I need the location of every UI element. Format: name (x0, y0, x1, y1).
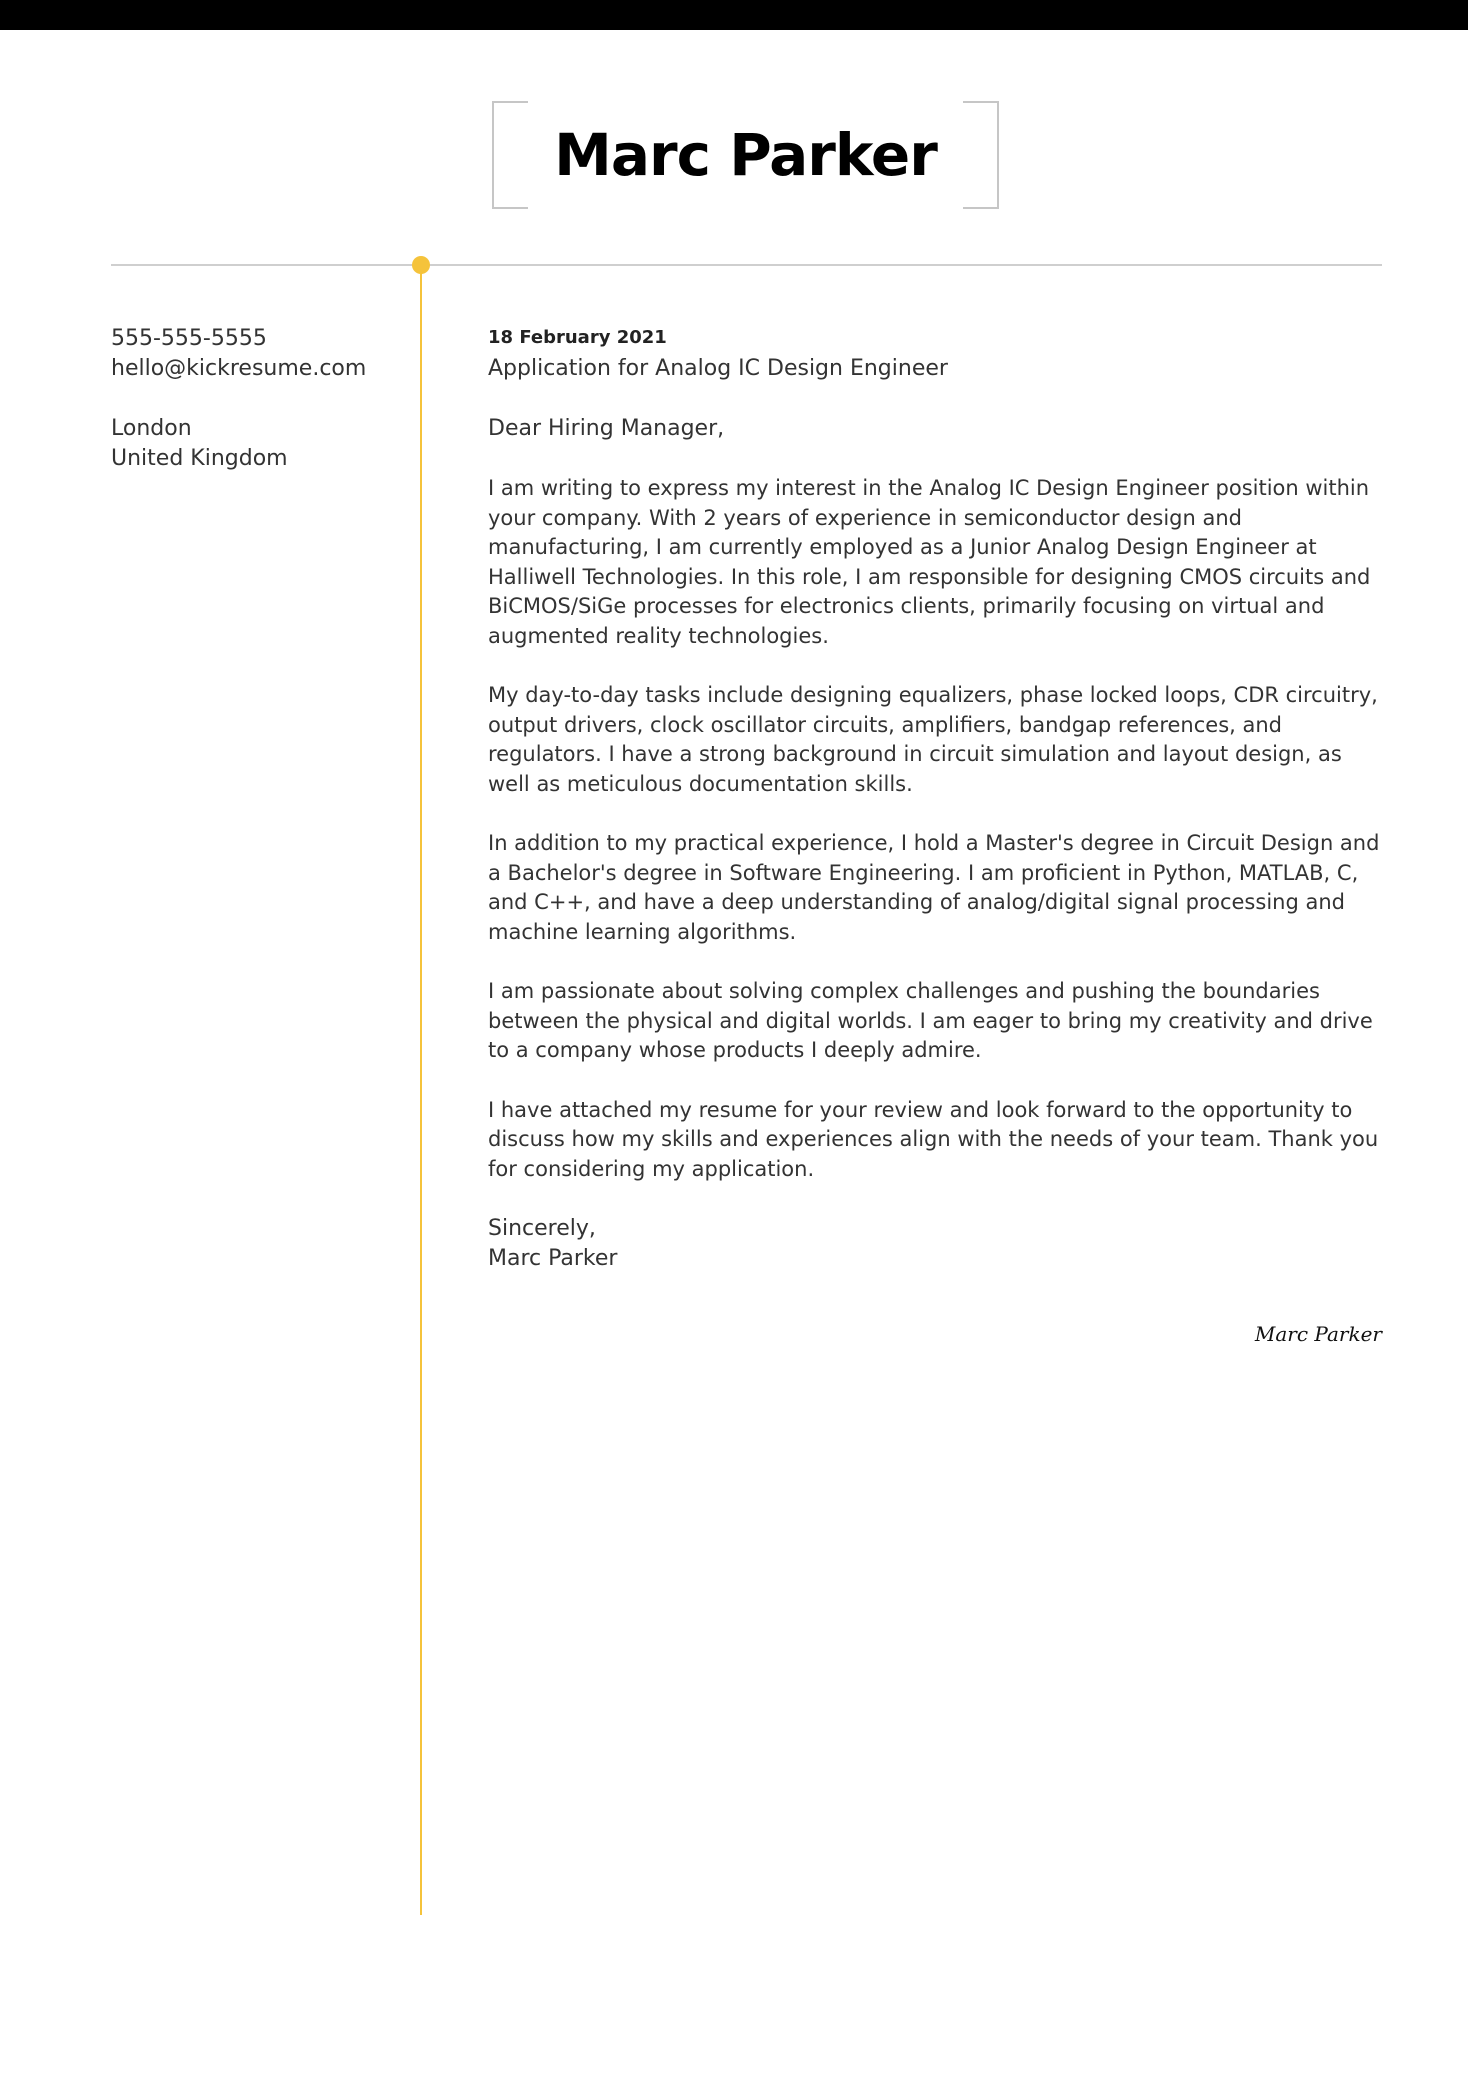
city: London (111, 416, 192, 441)
accent-dot (412, 256, 430, 274)
letter-date: 18 February 2021 (488, 327, 667, 348)
salutation: Dear Hiring Manager, (488, 416, 725, 441)
top-bar (0, 0, 1468, 30)
country: United Kingdom (111, 446, 288, 471)
phone-number: 555-555-5555 (111, 326, 267, 351)
paragraph-motivation: I am passionate about solving complex challenges and pushing the boundaries between the physical and digital worlds. I am eager to bring my creativity and drive to a company whose products I deeply admire. (488, 979, 1373, 1062)
contact-details (111, 324, 401, 384)
location (111, 414, 401, 474)
closing-name: Marc Parker (488, 1246, 618, 1271)
horizontal-divider (111, 264, 1382, 266)
letter-body (488, 326, 1388, 1274)
vertical-accent-divider (420, 265, 422, 1915)
name-header (492, 101, 999, 209)
paragraph-introduction: I am writing to express my interest in the Analog IC Design Engineer position within your company. With 2 years of experience in semiconductor design and manufacturing, I am currently employed as a Junior Analog Design Engineer at Halliwell Technologies. In this role, I am responsible for designing CMOS circuits and BiCMOS/SiGe processes for electronics clients, primarily focusing on virtual and augmented reality technologies. (488, 476, 1371, 648)
paragraph-responsibilities: My day-to-day tasks include designing equalizers, phase locked loops, CDR circuitry, output drivers, clock oscillator circuits, amplifiers, bandgap references, and regulators. I have a strong background in circuit simulation and layout design, as well as meticulous documentation skills. (488, 683, 1378, 796)
closing-phrase: Sincerely, (488, 1216, 596, 1241)
paragraph-closing: I have attached my resume for your review and look forward to the opportunity to discuss how my skills and experiences align with the needs of your team. Thank you for considering my application. (488, 1097, 1379, 1181)
letter-subject: Application for Analog IC Design Engineer (488, 356, 948, 381)
email-address: hello@kickresume.com (111, 356, 367, 381)
handwritten-signature: Marc Parker (1254, 1322, 1382, 1346)
contact-column (111, 324, 401, 474)
closing-block (488, 1214, 1388, 1274)
applicant-name: Marc Parker (554, 121, 937, 189)
paragraph-education: In addition to my practical experience, I hold a Master's degree in Circuit Design and a Bachelor's degree in Software Engineering. I am proficient in Python, MATLAB, C, and C++, and have a deep understanding of analog/digital signal processing and machine learning algorithms. (488, 831, 1380, 944)
